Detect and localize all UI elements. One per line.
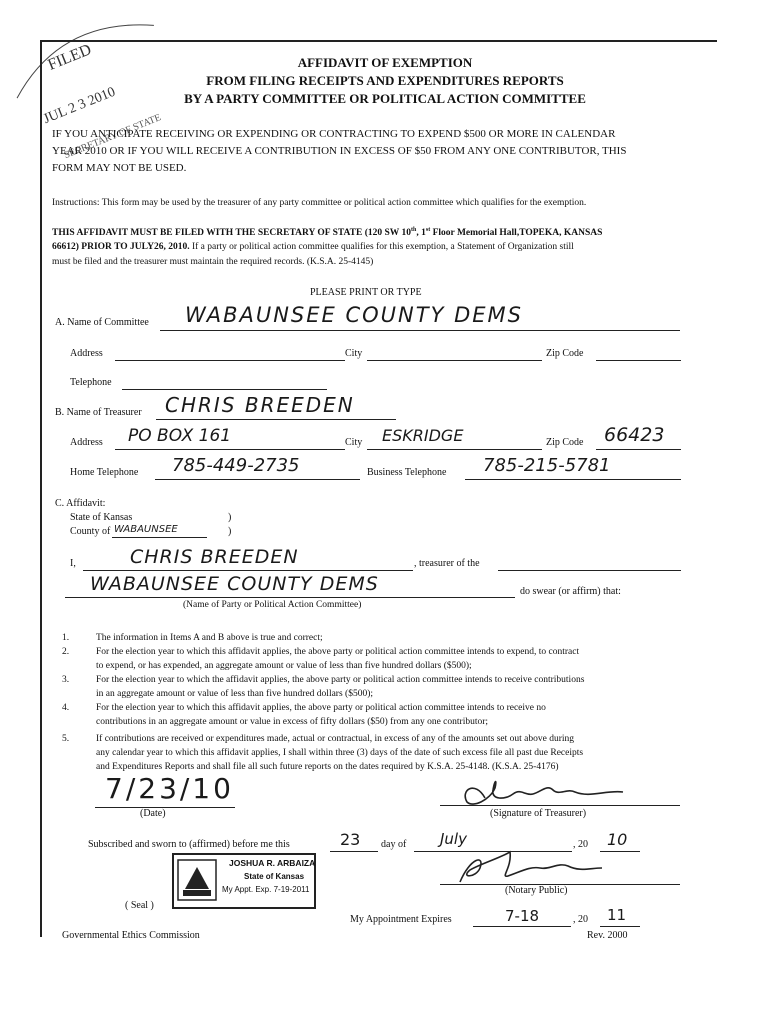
item-text-line: any calendar year to which this affidavit applies, I shall within three (3) days of the date of such excess file all past due Receipts <box>96 748 584 758</box>
home-phone-value[interactable]: 785-449-2735 <box>172 455 300 476</box>
warning-line-3: FORM MAY NOT BE USED. <box>52 162 187 174</box>
treasurer-name-line <box>156 419 396 420</box>
title-line-1: AFFIDAVIT OF EXEMPTION <box>297 55 473 70</box>
committee-name-value[interactable]: WABAUNSEE COUNTY DEMS <box>185 303 523 327</box>
day-of-label: day of <box>381 839 407 850</box>
notary-signature <box>440 848 610 888</box>
exp-year-line <box>600 926 640 927</box>
home-phone-label: Home Telephone <box>70 467 139 478</box>
year-value[interactable]: 10 <box>607 830 628 849</box>
item-number: 1. <box>62 633 70 643</box>
b-address-label: Address <box>70 437 103 448</box>
b-zip-value[interactable]: 66423 <box>604 424 665 446</box>
business-phone-value[interactable]: 785-215-5781 <box>483 455 611 476</box>
seal-label: ( Seal ) <box>125 900 154 911</box>
b-city-line <box>367 449 542 450</box>
a-telephone-label: Telephone <box>70 377 112 388</box>
b-city-label: City <box>345 437 363 448</box>
instructions: Instructions: This form may be used by the treasurer of any party committee or political action committee which qualifies for the exemption. <box>52 198 587 208</box>
stamp-office: SECRETARY OF STATE <box>62 112 163 162</box>
item-text-line: For the election year to which the affidavit applies, the above party or political action committee intends to receive contributions <box>96 675 585 685</box>
party-caption: (Name of Party or Political Action Committee) <box>183 600 362 610</box>
notary-caption: (Notary Public) <box>505 885 568 896</box>
day-value[interactable]: 23 <box>340 830 361 849</box>
exp-year-value[interactable]: 11 <box>607 906 627 924</box>
item-text-line: contributions in an aggregate amount or value in excess of fifty dollars ($50) from any one contributor; <box>96 717 489 727</box>
item-text-line: in an aggregate amount or value of less than five hundred dollars ($500); <box>96 689 373 699</box>
title-line-3: BY A PARTY COMMITTEE OR POLITICAL ACTION COMMITTEE <box>184 91 586 106</box>
stamp-date: JUL 2 3 2010 <box>41 84 118 128</box>
a-zip-label: Zip Code <box>546 348 584 359</box>
item-number: 2. <box>62 647 70 657</box>
a-telephone-line[interactable] <box>122 389 327 390</box>
county-paren: ) <box>228 526 232 537</box>
filing-line-2: 66612) PRIOR TO JULY26, 2010. If a party or political action committee qualifies for this exemption, a Statement of Organization still <box>52 242 574 252</box>
county-value[interactable]: WABAUNSEE <box>114 524 178 535</box>
seal-name: JOSHUA R. ARBAIZA <box>229 858 316 868</box>
title-line-2: FROM FILING RECEIPTS AND EXPENDITURES REPORTS <box>206 73 564 88</box>
business-phone-line <box>465 479 681 480</box>
warning-line-2: YEAR 2010 OR IF YOU WILL RECEIVE A CONTRIBUTION IN EXCESS OF $50 FROM ANY ONE CONTRIBUTOR, THIS <box>52 145 627 157</box>
item-text-line: and Expenditures Reports and shall file all such future reports on the dates required by K.S.A. 25-4148. (K.S.A. 25-4176) <box>96 762 559 772</box>
filing-line-1: THIS AFFIDAVIT MUST BE FILED WITH THE SECRETARY OF STATE (120 SW 10th, 1st Floor Memorial Hall,TOPEKA, KANSAS <box>52 227 603 239</box>
b-zip-label: Zip Code <box>546 437 584 448</box>
i-line <box>83 570 413 571</box>
footer-right: Rev. 2000 <box>587 930 628 941</box>
seal-expiry: My Appt. Exp. 7-19-2011 <box>222 885 310 894</box>
item-text-line: to expend, or has expended, an aggregate amount or value of less than five hundred dollars ($500); <box>96 661 472 671</box>
item-number: 3. <box>62 675 70 685</box>
treasurer-signature-caption: (Signature of Treasurer) <box>490 808 587 819</box>
year-prefix: , 20 <box>573 839 588 850</box>
expires-label: My Appointment Expires <box>350 914 452 925</box>
committee-name-line <box>160 330 680 331</box>
date-caption: (Date) <box>140 808 166 819</box>
expires-line <box>473 926 571 927</box>
treasurer-of-line <box>498 570 681 571</box>
treasurer-of-label: , treasurer of the <box>414 558 480 569</box>
item-number: 5. <box>62 734 70 744</box>
seal-state: State of Kansas <box>244 872 305 881</box>
i-value[interactable]: CHRIS BREEDEN <box>130 546 299 568</box>
a-address-label: Address <box>70 348 103 359</box>
item-number: 4. <box>62 703 70 713</box>
state-paren: ) <box>228 512 232 523</box>
item-text-line: If contributions are received or expenditures made, actual or contractual, in excess of any of the amounts set out above during <box>96 734 574 744</box>
a-city-label: City <box>345 348 363 359</box>
item-text-line: For the election year to which this affidavit applies, the above party or political action committee intends to receive no <box>96 703 546 713</box>
print-or-type: PLEASE PRINT OR TYPE <box>310 287 422 298</box>
item-text-line: For the election year to which this affidavit applies, the above party or political action committee intends to expend, to contract <box>96 647 580 657</box>
swear-text: do swear (or affirm) that: <box>520 586 621 597</box>
b-address-value[interactable]: PO BOX 161 <box>128 426 232 446</box>
filing-line-3: must be filed and the treasurer must maintain the required records. (K.S.A. 25-4145) <box>52 257 374 267</box>
a-city-line[interactable] <box>367 360 542 361</box>
committee-name-label: A. Name of Committee <box>55 317 149 328</box>
party-value[interactable]: WABAUNSEE COUNTY DEMS <box>90 573 379 595</box>
treasurer-name-value[interactable]: CHRIS BREEDEN <box>165 393 355 417</box>
day-line <box>330 851 378 852</box>
home-phone-line <box>155 479 360 480</box>
notary-seal <box>172 853 316 909</box>
state-of-kansas: State of Kansas <box>70 512 133 523</box>
i-label: I, <box>70 558 76 569</box>
party-line <box>65 597 515 598</box>
kansas-seal-icon <box>177 859 217 901</box>
b-zip-line <box>596 449 681 450</box>
item-text-line: The information in Items A and B above is true and correct; <box>96 633 323 643</box>
month-value[interactable]: July <box>440 830 467 848</box>
b-city-value[interactable]: ESKRIDGE <box>382 426 464 445</box>
warning-line-1: IF YOU ANTICIPATE RECEIVING OR EXPENDING OR CONTRACTING TO EXPEND $500 OR MORE IN CALENDAR <box>52 128 616 140</box>
stamp-filed: FILED <box>45 41 94 74</box>
county-line <box>112 537 207 538</box>
a-zip-line[interactable] <box>596 360 681 361</box>
treasurer-name-label: B. Name of Treasurer <box>55 407 142 418</box>
subscribed-text: Subscribed and sworn to (affirmed) before me this <box>88 839 290 850</box>
b-address-line <box>115 449 345 450</box>
exp-year-prefix: , 20 <box>573 914 588 925</box>
a-address-line[interactable] <box>115 360 345 361</box>
footer-left: Governmental Ethics Commission <box>62 930 200 941</box>
business-phone-label: Business Telephone <box>367 467 447 478</box>
expires-value[interactable]: 7-18 <box>505 907 540 925</box>
county-label: County of <box>70 526 111 537</box>
date-value[interactable]: 7/23/10 <box>105 772 234 805</box>
treasurer-signature <box>455 770 655 810</box>
affidavit-label: C. Affidavit: <box>55 498 106 509</box>
